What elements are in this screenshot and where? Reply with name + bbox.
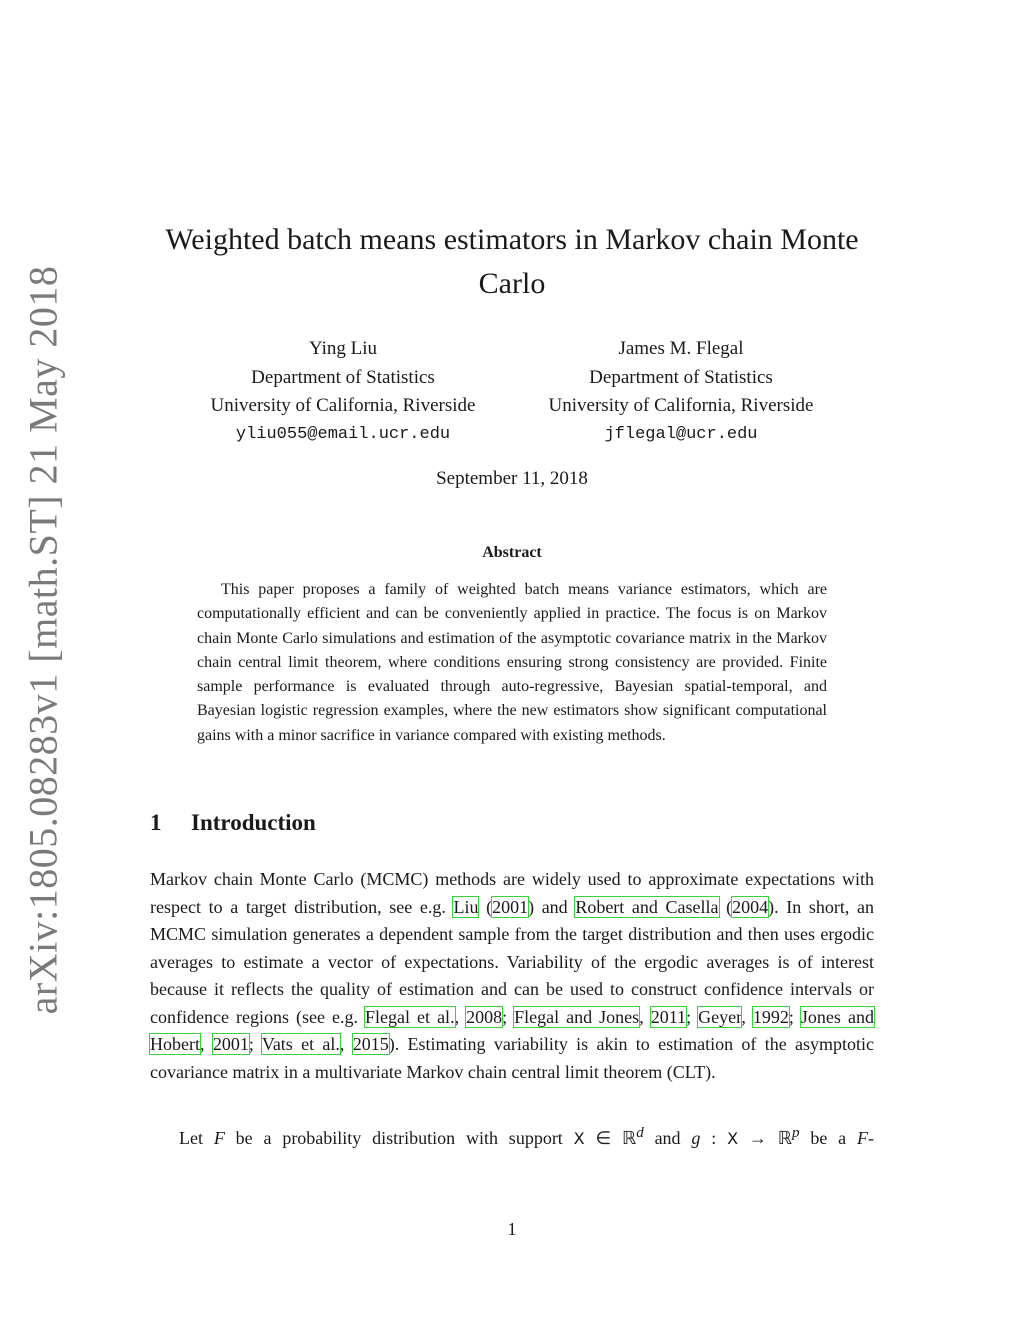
text-run: ,: [741, 1006, 753, 1027]
author-department: Department of Statistics: [589, 366, 773, 388]
author-institution: University of California, Riverside: [210, 395, 476, 416]
arxiv-stamp: arXiv:1805.08283v1 [math.ST] 21 May 2018: [20, 265, 66, 1015]
text-run: -: [868, 1128, 874, 1148]
author-institution: University of California, Riverside: [548, 395, 814, 416]
text-run: ) and: [528, 896, 576, 917]
citation-year-link-robert-casella[interactable]: 2004: [732, 896, 769, 917]
paper-title: Weighted batch means estimators in Markov chain Monte Carlo: [165, 223, 859, 300]
text-run: ;: [686, 1006, 699, 1027]
math-superscript: p: [792, 1125, 800, 1141]
text-run: ,: [639, 1006, 651, 1027]
citation-link-flegal-jones[interactable]: Flegal and Jones: [514, 1006, 640, 1027]
text-run: (: [718, 896, 733, 917]
citation-year-link-flegal-2008[interactable]: 2008: [466, 1006, 503, 1027]
text-run: ). Estimating variability is akin to estimation of the asymptotic covariance matrix in a multivariate Markov chain central limit theorem (CLT).: [150, 1034, 875, 1082]
text-run: Markov chain Monte Carlo (MCMC) methods are widely used to approximate expectations with respect to a target distribution, see e.g.: [150, 869, 874, 917]
citation-link-liu[interactable]: Liu: [453, 896, 479, 917]
citation-year-link-geyer[interactable]: 1992: [752, 1006, 789, 1027]
abstract-text: This paper proposes a family of weighted batch means variance estimators, which are computationally efficient and can be conveniently applied in practice. The focus is on Markov chain Monte Carlo simulations and estimation of the asymptotic covariance matrix in the Markov chain central limit theorem, where conditions ensuring strong consistency are provided. Finite sample performance is evaluated through auto-regressive, Bayesian spatial-temporal, and Bayesian logistic regression examples, where the new estimators show significant computational gains with a minor sacrifice in variance compared with existing methods.: [197, 581, 827, 744]
page-number: 1: [507, 1219, 517, 1239]
author-name: James M. Flegal: [618, 338, 744, 359]
text-run: ∈ ℝ: [584, 1128, 637, 1148]
text-run: (: [478, 896, 493, 917]
text-run: Let: [179, 1128, 214, 1148]
text-run: :: [700, 1128, 728, 1148]
author-block-1: [173, 335, 513, 449]
intro-paragraph-2: [150, 1120, 874, 1153]
math-symbol: F: [213, 1128, 225, 1148]
math-symbol: g: [691, 1128, 701, 1148]
text-run: ;: [502, 1006, 515, 1027]
section-heading: [150, 810, 316, 836]
citation-year-link-liu[interactable]: 2001: [492, 896, 529, 917]
text-run: → ℝ: [738, 1128, 792, 1148]
math-symbol: X: [573, 1129, 585, 1148]
intro-paragraph-1: [150, 866, 874, 1086]
citation-year-link-vats[interactable]: 2015: [352, 1034, 389, 1054]
citation-link-jones-hobert[interactable]: Jones and Hobert: [150, 1006, 874, 1054]
text-run: ,: [339, 1034, 353, 1054]
author-name: Ying Liu: [308, 338, 378, 359]
text-run: ). In short, an MCMC simulation generates a dependent sample from the target distribution and then uses ergodic averages to estimate a vector of expectations. Variability of the ergodic averages is of interest because it reflects the quality of estimation and can be used to construct confidence intervals or confidence regions (see e.g.: [150, 896, 875, 1027]
section-number: 1: [150, 810, 162, 835]
text-run: be a probability distribution with support: [224, 1128, 574, 1148]
author-block-2: [511, 335, 851, 449]
paper-date: September 11, 2018: [436, 468, 588, 489]
citation-link-robert-casella[interactable]: Robert and Casella: [575, 896, 719, 917]
author-email: yliu055@email.ucr.edu: [235, 424, 451, 444]
citation-link-vats[interactable]: Vats et al.: [261, 1034, 340, 1054]
section-title: Introduction: [191, 810, 316, 835]
math-superscript: d: [636, 1125, 644, 1141]
citation-link-flegal-2008[interactable]: Flegal et al.: [365, 1006, 455, 1027]
math-symbol: F: [857, 1128, 868, 1148]
text-run: be a: [799, 1128, 857, 1148]
abstract-heading: Abstract: [482, 544, 542, 561]
citation-link-geyer[interactable]: Geyer: [698, 1006, 742, 1027]
math-symbol: X: [727, 1129, 739, 1148]
author-department: Department of Statistics: [251, 366, 435, 388]
text-run: ,: [199, 1034, 213, 1054]
text-run: ,: [454, 1006, 467, 1027]
citation-year-link-flegal-jones[interactable]: 2011: [650, 1006, 687, 1027]
author-email: jflegal@ucr.edu: [604, 424, 758, 444]
text-run: and: [643, 1128, 692, 1148]
text-run: ;: [248, 1034, 262, 1054]
text-run: ;: [788, 1006, 801, 1027]
citation-year-link-jones-hobert[interactable]: 2001: [212, 1034, 249, 1054]
